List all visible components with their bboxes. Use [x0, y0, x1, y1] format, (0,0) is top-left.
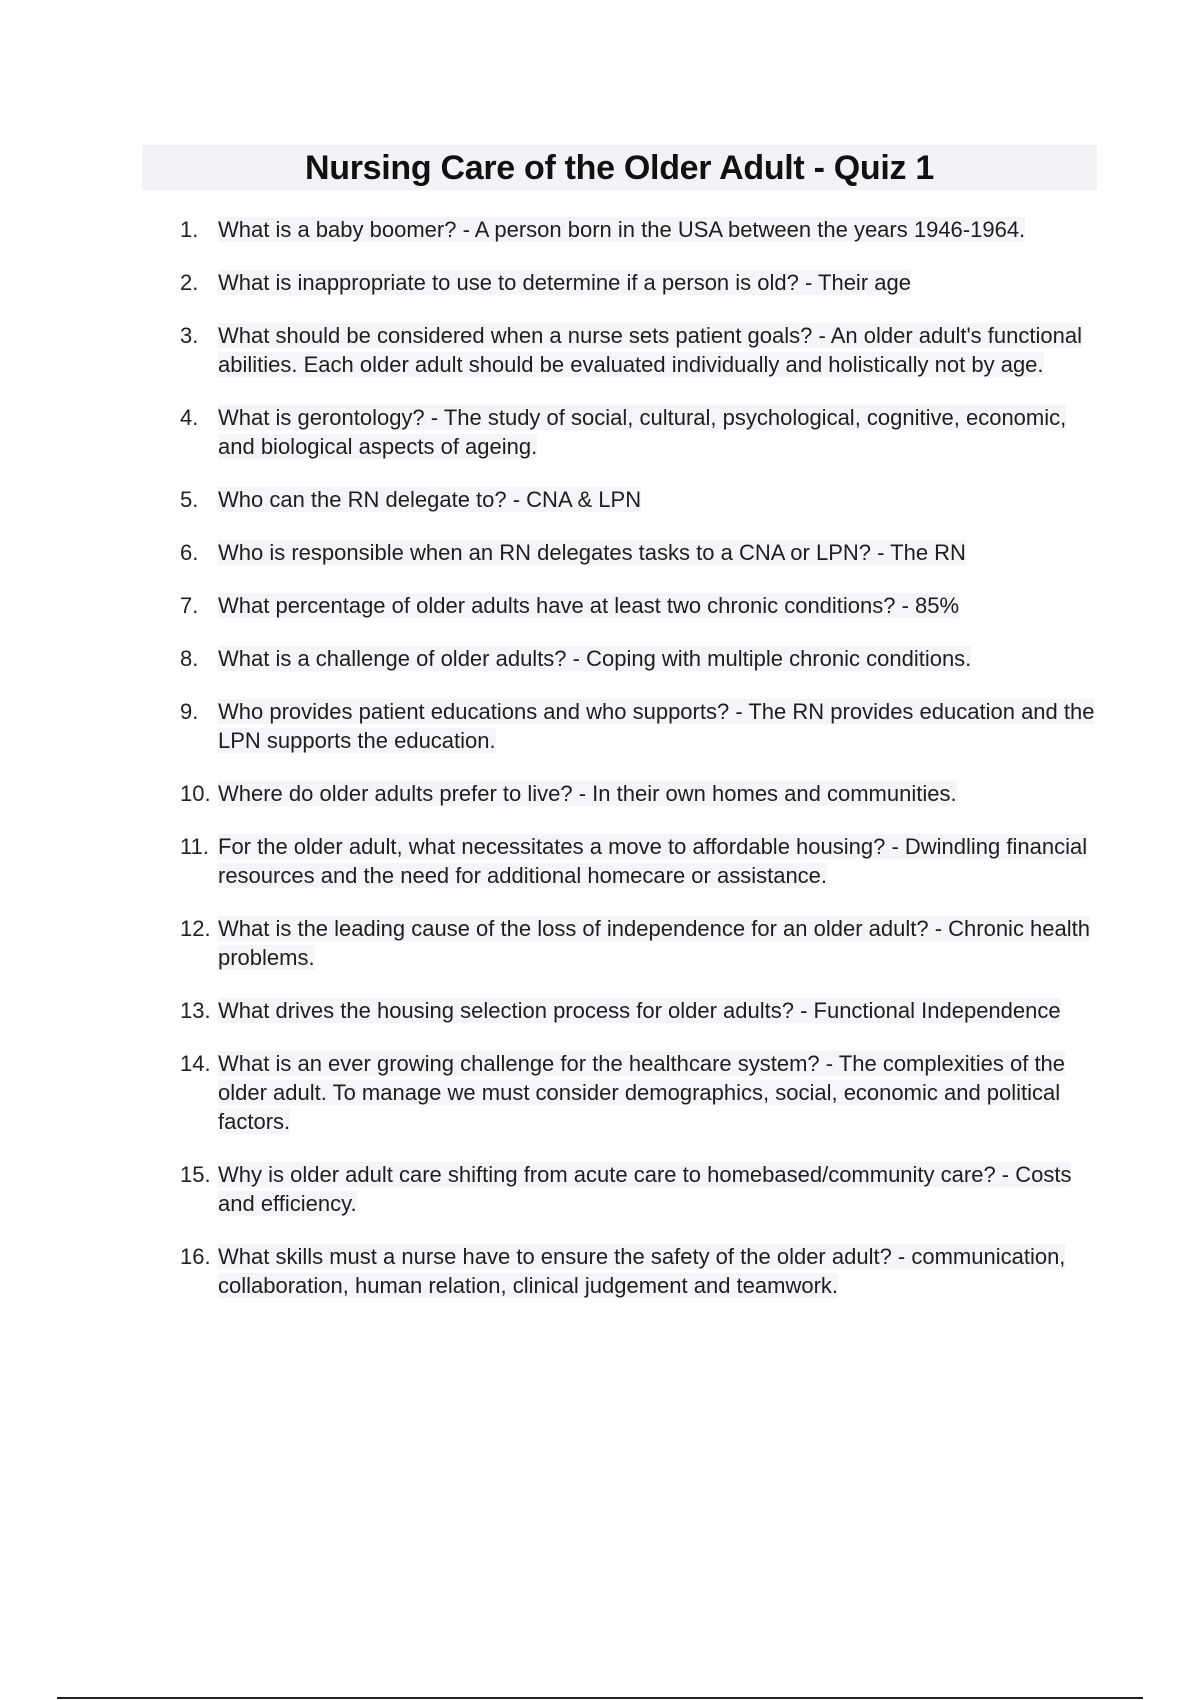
item-number: 10.: [180, 781, 211, 806]
list-item: [180, 697, 1100, 755]
item-number: 9.: [180, 699, 199, 724]
item-text: [218, 1049, 1100, 1136]
item-text: [218, 403, 1100, 461]
item-number: 1.: [180, 217, 199, 242]
item-number: 11.: [180, 834, 209, 859]
item-text: [218, 697, 1100, 755]
item-text-content: What should be considered when a nurse sets patient goals? - An older adult's functional abilities. Each older adult should be evaluated individually and holistically not by age.: [218, 323, 1082, 377]
list-item: [180, 215, 1100, 244]
item-number: 14.: [180, 1051, 211, 1076]
footer-divider: [57, 1697, 1143, 1699]
item-text: [218, 591, 1100, 620]
item-number: 16.: [180, 1244, 211, 1269]
list-item: [180, 1160, 1100, 1218]
item-text-content: Who provides patient educations and who supports? - The RN provides education and the LPN supports the education.: [218, 699, 1095, 753]
list-item: [180, 1242, 1100, 1300]
list-item: [180, 1049, 1100, 1136]
list-item: [180, 832, 1100, 890]
item-text: [218, 914, 1100, 972]
item-text-content: What is a baby boomer? - A person born in the USA between the years 1946-1964.: [218, 217, 1026, 242]
list-item: [180, 403, 1100, 461]
item-text-content: What percentage of older adults have at least two chronic conditions? - 85%: [218, 593, 960, 618]
list-item: [180, 321, 1100, 379]
item-number: 13.: [180, 998, 211, 1023]
item-text-content: Where do older adults prefer to live? - In their own homes and communities.: [218, 781, 957, 806]
item-number: 6.: [180, 540, 199, 565]
item-text-content: What skills must a nurse have to ensure the safety of the older adult? - communication, collaboration, human relation, clinical judgement and teamwork.: [218, 1244, 1066, 1298]
item-text-content: Who can the RN delegate to? - CNA & LPN: [218, 487, 642, 512]
item-number: 4.: [180, 405, 199, 430]
item-text-content: For the older adult, what necessitates a move to affordable housing? - Dwindling financial resources and the need for additional homecare or assistance.: [218, 834, 1088, 888]
item-text: [218, 779, 1100, 808]
list-item: [180, 485, 1100, 514]
item-text: [218, 996, 1100, 1025]
list-item: [180, 268, 1100, 297]
item-text-content: What drives the housing selection process for older adults? - Functional Independence: [218, 998, 1061, 1023]
item-number: 7.: [180, 593, 199, 618]
list-item: [180, 914, 1100, 972]
item-text-content: What is gerontology? - The study of social, cultural, psychological, cognitive, economic, and biological aspects of ageing.: [218, 405, 1067, 459]
item-number: 2.: [180, 270, 199, 295]
item-text-content: Who is responsible when an RN delegates tasks to a CNA or LPN? - The RN: [218, 540, 966, 565]
item-text-content: Why is older adult care shifting from acute care to homebased/community care? - Costs and efficiency.: [218, 1162, 1072, 1216]
item-text: [218, 215, 1100, 244]
list-item: [180, 591, 1100, 620]
item-number: 12.: [180, 916, 211, 941]
list-item: [180, 996, 1100, 1025]
item-text: [218, 321, 1100, 379]
item-text-content: What is inappropriate to use to determine if a person is old? - Their age: [218, 270, 911, 295]
item-number: 5.: [180, 487, 199, 512]
item-number: 3.: [180, 323, 199, 348]
item-number: 8.: [180, 646, 199, 671]
page-title: Nursing Care of the Older Adult - Quiz 1: [304, 148, 934, 187]
item-text: [218, 538, 1100, 567]
list-item: [180, 644, 1100, 673]
item-text: [218, 268, 1100, 297]
item-text-content: What is an ever growing challenge for the healthcare system? - The complexities of the older adult. To manage we must consider demographics, social, economic and political factors.: [218, 1051, 1066, 1134]
item-text: [218, 1242, 1100, 1300]
item-text: [218, 485, 1100, 514]
item-text: [218, 1160, 1100, 1218]
list-item: [180, 538, 1100, 567]
item-text-content: What is a challenge of older adults? - Coping with multiple chronic conditions.: [218, 646, 972, 671]
question-list: [180, 215, 1100, 1324]
item-text: [218, 644, 1100, 673]
item-number: 15.: [180, 1162, 211, 1187]
item-text-content: What is the leading cause of the loss of independence for an older adult? - Chronic health problems.: [218, 916, 1090, 970]
item-text: [218, 832, 1100, 890]
list-item: [180, 779, 1100, 808]
title-band: [142, 145, 1097, 190]
